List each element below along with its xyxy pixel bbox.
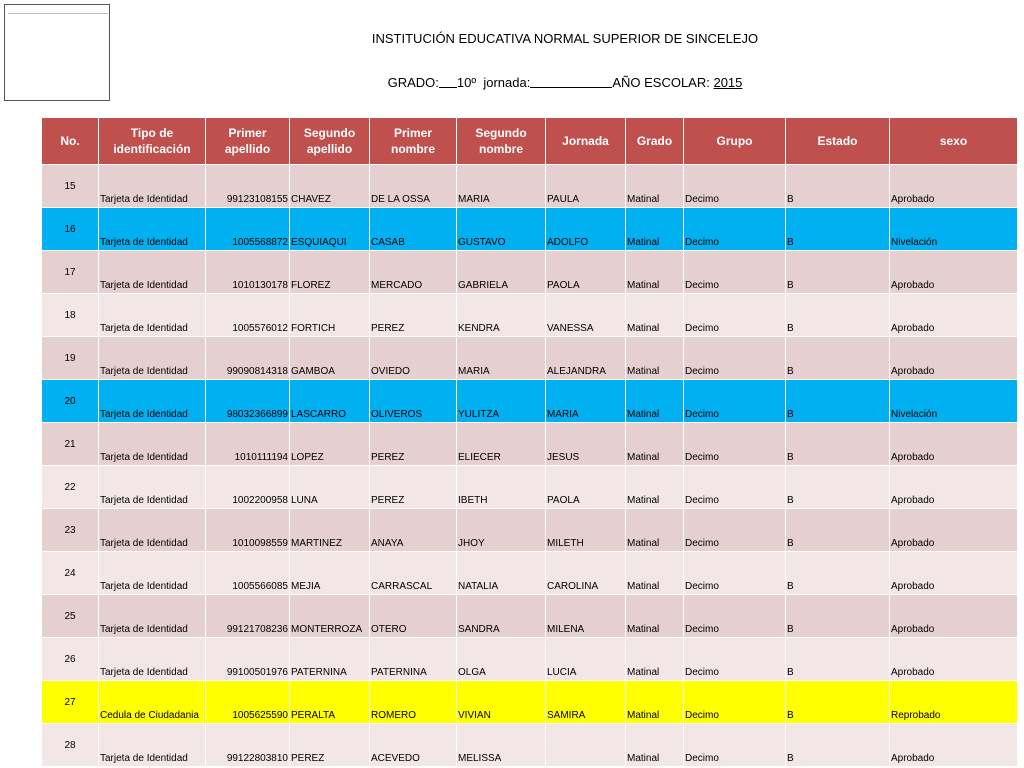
grado-blank-underline [439,75,457,88]
cell-segundo-apellido: CARRASCAL [370,552,457,595]
cell-jornada: Matinal [626,724,684,767]
cell-grupo: B [786,337,890,380]
col-header-sexo: sexo [890,118,1018,165]
cell-tipo-identificacion: Tarjeta de Identidad [99,466,206,509]
cell-grupo: B [786,466,890,509]
cell-grupo: B [786,208,890,251]
cell-grado: Decimo [684,294,786,337]
cell-primer-nombre: MELISSA [457,724,546,767]
logo-placeholder [4,4,110,101]
cell-jornada: Matinal [626,294,684,337]
cell-grado: Decimo [684,638,786,681]
cell-segundo-nombre: ALEJANDRA [546,337,626,380]
cell-numero-documento: 98032366899 [206,380,290,423]
cell-grupo: B [786,251,890,294]
cell-segundo-nombre: MILETH [546,509,626,552]
cell-primer-apellido: MONTERROZA [290,595,370,638]
cell-segundo-apellido: OLIVEROS [370,380,457,423]
cell-primer-nombre: NATALIA [457,552,546,595]
cell-no: 28 [42,724,99,767]
table-header-row [42,118,1018,165]
table-row [42,552,1018,595]
cell-grupo: B [786,595,890,638]
table-row [42,380,1018,423]
cell-jornada: Matinal [626,466,684,509]
cell-primer-nombre: MARIA [457,337,546,380]
cell-no: 25 [42,595,99,638]
cell-grado: Decimo [684,509,786,552]
cell-primer-nombre: OLGA [457,638,546,681]
cell-grado: Decimo [684,681,786,724]
cell-no: 24 [42,552,99,595]
cell-jornada: Matinal [626,595,684,638]
cell-segundo-apellido: MERCADO [370,251,457,294]
cell-primer-apellido: ESQUIAQUI [290,208,370,251]
cell-segundo-apellido: OVIEDO [370,337,457,380]
col-header-primer-nombre: Primer nombre [370,118,457,165]
cell-grado: Decimo [684,337,786,380]
col-header-segundo-nombre: Segundo nombre [457,118,546,165]
cell-primer-apellido: PERALTA [290,681,370,724]
cell-segundo-nombre: VANESSA [546,294,626,337]
grado-label: GRADO: [387,75,439,90]
cell-primer-nombre: YULITZA [457,380,546,423]
cell-grupo: B [786,724,890,767]
cell-numero-documento: 1005625590 [206,681,290,724]
cell-primer-apellido: MARTINEZ [290,509,370,552]
table-row [42,595,1018,638]
cell-primer-apellido: MEJIA [290,552,370,595]
col-header-segundo-apellido: Segundo apellido [290,118,370,165]
cell-primer-apellido: LASCARRO [290,380,370,423]
cell-primer-nombre: KENDRA [457,294,546,337]
cell-segundo-apellido: ACEVEDO [370,724,457,767]
cell-segundo-apellido: OTERO [370,595,457,638]
cell-segundo-apellido: PATERNINA [370,638,457,681]
cell-tipo-identificacion: Tarjeta de Identidad [99,208,206,251]
cell-no: 21 [42,423,99,466]
col-header-primer-apellido: Primer apellido [206,118,290,165]
cell-estado: Aprobado [890,509,1018,552]
cell-no: 23 [42,509,99,552]
cell-numero-documento: 99122803810 [206,724,290,767]
cell-estado: Aprobado [890,466,1018,509]
grade-line [300,75,830,90]
table-row [42,251,1018,294]
cell-primer-apellido: LUNA [290,466,370,509]
cell-segundo-apellido: DE LA OSSA [370,165,457,208]
col-header-estado: Estado [786,118,890,165]
cell-primer-nombre: GABRIELA [457,251,546,294]
table-row [42,509,1018,552]
cell-tipo-identificacion: Tarjeta de Identidad [99,724,206,767]
col-header-grupo: Grupo [684,118,786,165]
cell-estado: Aprobado [890,251,1018,294]
jornada-label: jornada: [483,75,531,90]
cell-grupo: B [786,165,890,208]
cell-jornada: Matinal [626,165,684,208]
cell-numero-documento: 99090814318 [206,337,290,380]
cell-tipo-identificacion: Tarjeta de Identidad [99,595,206,638]
cell-jornada: Matinal [626,681,684,724]
cell-no: 22 [42,466,99,509]
cell-tipo-identificacion: Tarjeta de Identidad [99,294,206,337]
cell-no: 18 [42,294,99,337]
col-header-jornada: Jornada [546,118,626,165]
cell-grado: Decimo [684,380,786,423]
cell-jornada: Matinal [626,552,684,595]
cell-grado: Decimo [684,724,786,767]
cell-no: 26 [42,638,99,681]
table-row [42,724,1018,767]
cell-no: 16 [42,208,99,251]
table-row [42,466,1018,509]
cell-segundo-apellido: PEREZ [370,466,457,509]
cell-numero-documento: 1005576012 [206,294,290,337]
cell-primer-apellido: GAMBOA [290,337,370,380]
cell-segundo-nombre: SAMIRA [546,681,626,724]
cell-grupo: B [786,552,890,595]
cell-numero-documento: 1010111194 [206,423,290,466]
table-row [42,165,1018,208]
grado-value: 10º [456,75,477,90]
cell-jornada: Matinal [626,337,684,380]
cell-primer-apellido: CHAVEZ [290,165,370,208]
cell-tipo-identificacion: Cedula de Ciudadania [99,681,206,724]
cell-estado: Aprobado [890,294,1018,337]
cell-primer-apellido: PEREZ [290,724,370,767]
anio-label: AÑO ESCOLAR: [612,75,714,90]
cell-numero-documento: 1005566085 [206,552,290,595]
cell-segundo-nombre: PAOLA [546,466,626,509]
cell-segundo-nombre: MARIA [546,380,626,423]
cell-tipo-identificacion: Tarjeta de Identidad [99,509,206,552]
cell-segundo-nombre: CAROLINA [546,552,626,595]
cell-primer-nombre: JHOY [457,509,546,552]
table-row [42,423,1018,466]
table-row [42,681,1018,724]
cell-tipo-identificacion: Tarjeta de Identidad [99,552,206,595]
cell-grado: Decimo [684,466,786,509]
table-body [42,165,1018,767]
cell-no: 27 [42,681,99,724]
cell-grupo: B [786,638,890,681]
cell-primer-apellido: PATERNINA [290,638,370,681]
cell-grado: Decimo [684,595,786,638]
cell-grado: Decimo [684,552,786,595]
cell-primer-nombre: IBETH [457,466,546,509]
cell-tipo-identificacion: Tarjeta de Identidad [99,251,206,294]
col-header-tipo-identificacion: Tipo de identificación [99,118,206,165]
cell-primer-apellido: FORTICH [290,294,370,337]
cell-segundo-nombre: LUCIA [546,638,626,681]
cell-grupo: B [786,380,890,423]
cell-tipo-identificacion: Tarjeta de Identidad [99,423,206,466]
cell-numero-documento: 99123108155 [206,165,290,208]
cell-primer-nombre: GUSTAVO [457,208,546,251]
cell-estado: Aprobado [890,638,1018,681]
cell-no: 19 [42,337,99,380]
cell-jornada: Matinal [626,638,684,681]
cell-estado: Aprobado [890,595,1018,638]
col-header-no: No. [42,118,99,165]
table-row [42,638,1018,681]
cell-estado: Aprobado [890,724,1018,767]
cell-primer-apellido: FLOREZ [290,251,370,294]
cell-no: 17 [42,251,99,294]
cell-grupo: B [786,423,890,466]
cell-tipo-identificacion: Tarjeta de Identidad [99,638,206,681]
cell-primer-apellido: LOPEZ [290,423,370,466]
cell-jornada: Matinal [626,380,684,423]
cell-estado: Aprobado [890,165,1018,208]
anio-value: 2015 [713,75,743,90]
cell-primer-nombre: VIVIAN [457,681,546,724]
page-title: INSTITUCIÓN EDUCATIVA NORMAL SUPERIOR DE SINCELEJO [371,31,759,46]
cell-segundo-nombre: JESUS [546,423,626,466]
cell-numero-documento: 99121708236 [206,595,290,638]
cell-grado: Decimo [684,251,786,294]
cell-estado: Aprobado [890,337,1018,380]
cell-primer-nombre: MARIA [457,165,546,208]
cell-primer-nombre: SANDRA [457,595,546,638]
cell-numero-documento: 1005568872 [206,208,290,251]
cell-grado: Decimo [684,423,786,466]
cell-no: 20 [42,380,99,423]
cell-numero-documento: 1002200958 [206,466,290,509]
cell-estado: Reprobado [890,681,1018,724]
cell-estado: Nivelación [890,380,1018,423]
cell-segundo-nombre [546,724,626,767]
cell-segundo-apellido: ROMERO [370,681,457,724]
table-row [42,337,1018,380]
table-row [42,294,1018,337]
jornada-blank-underline [530,75,612,88]
cell-segundo-apellido: PEREZ [370,294,457,337]
cell-tipo-identificacion: Tarjeta de Identidad [99,337,206,380]
cell-tipo-identificacion: Tarjeta de Identidad [99,165,206,208]
cell-estado: Aprobado [890,552,1018,595]
cell-estado: Nivelación [890,208,1018,251]
cell-no: 15 [42,165,99,208]
cell-estado: Aprobado [890,423,1018,466]
cell-jornada: Matinal [626,251,684,294]
cell-segundo-nombre: PAULA [546,165,626,208]
student-table [41,117,1018,767]
table-row [42,208,1018,251]
cell-grado: Decimo [684,165,786,208]
cell-numero-documento: 1010098559 [206,509,290,552]
cell-segundo-nombre: ADOLFO [546,208,626,251]
cell-grupo: B [786,294,890,337]
cell-segundo-apellido: ANAYA [370,509,457,552]
cell-numero-documento: 99100501976 [206,638,290,681]
col-header-grado: Grado [626,118,684,165]
cell-primer-nombre: ELIECER [457,423,546,466]
cell-jornada: Matinal [626,423,684,466]
cell-grupo: B [786,681,890,724]
cell-segundo-nombre: MILENA [546,595,626,638]
cell-grado: Decimo [684,208,786,251]
cell-jornada: Matinal [626,208,684,251]
cell-segundo-apellido: CASAB [370,208,457,251]
cell-jornada: Matinal [626,509,684,552]
cell-numero-documento: 1010130178 [206,251,290,294]
cell-segundo-nombre: PAOLA [546,251,626,294]
logo-caption-line [8,8,108,14]
cell-segundo-apellido: PEREZ [370,423,457,466]
cell-grupo: B [786,509,890,552]
cell-tipo-identificacion: Tarjeta de Identidad [99,380,206,423]
